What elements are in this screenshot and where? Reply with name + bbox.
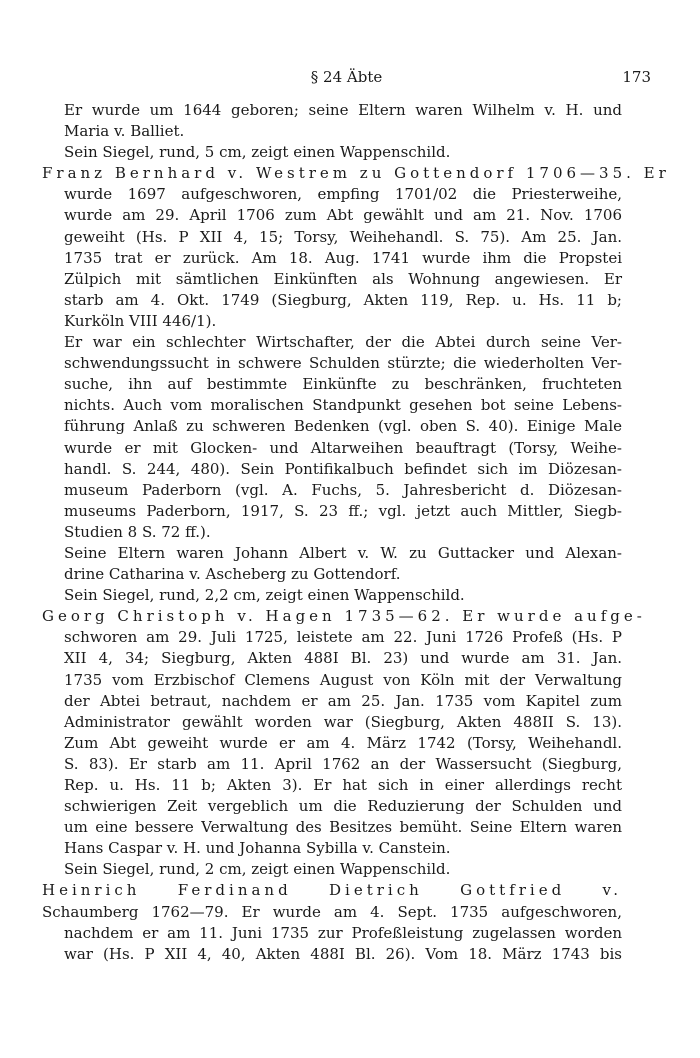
text-line: Er wurde um 1644 geboren; seine Eltern waren Wilhelm v. H. und <box>64 101 622 119</box>
text-line: Rep. u. Hs. 11 b; Akten 3). Er hat sich in einer allerdings recht <box>64 776 622 794</box>
text-line: suche, ihn auf bestimmte Einkünfte zu beschränken, fruchteten <box>64 375 622 394</box>
text-line: drine Catharina v. Ascheberg zu Gottendorf. <box>64 565 401 584</box>
text-line: führung Anlaß zu schweren Bedenken (vgl. oben S. 40). Einige Male <box>64 417 622 436</box>
text-line: Er war ein schlechter Wirtschafter, der die Abtei durch seine Ver- <box>64 333 622 352</box>
text-line: XII 4, 34; Siegburg, Akten 488I Bl. 23) und wurde am 31. Jan. <box>64 649 622 668</box>
text-line: Sein Siegel, rund, 2 cm, zeigt einen Wappenschild. <box>64 860 451 879</box>
text-line: S. 83). Er starb am 11. April 1762 an der Wassersucht (Siegburg, <box>64 754 622 773</box>
text-line: schwierigen Zeit vergeblich um die Reduzierung der Schulden und <box>64 797 622 816</box>
text-line: Hans Caspar v. H. und Johanna Sybilla v. Canstein. <box>64 839 451 858</box>
text-line: geweiht (Hs. P XII 4, 15; Torsy, Weihehandl. S. 75). Am 25. Jan. <box>64 227 622 246</box>
text-line: schwendungssucht in schwere Schulden stürzte; die wiederholten Ver- <box>64 354 622 373</box>
text-line: wurde 1697 aufgeschworen, empfing 1701/02 die Priesterweihe, <box>64 185 622 204</box>
text-line: wurde am 29. April 1706 zum Abt gewählt und am 21. Nov. 1706 <box>64 206 622 225</box>
abbot-heading-line: Schaumberg 1762—79. Er wurde am 4. Sept. 1735 aufgeschworen, <box>42 902 622 921</box>
text-line: Zum Abt geweiht wurde er am 4. März 1742 (Torsy, Weihehandl. <box>64 733 622 752</box>
section-title: § 24 Äbte <box>310 68 383 86</box>
text-line: nachdem er am 11. Juni 1735 zur Profeßleistung zugelassen worden <box>64 923 622 942</box>
body-text <box>42 100 670 965</box>
text-line: Seine Eltern waren Johann Albert v. W. zu Guttacker und Alexan- <box>64 543 622 562</box>
text-line: Sein Siegel, rund, 5 cm, zeigt einen Wappenschild. <box>64 143 451 162</box>
page-number: 173 <box>622 68 651 86</box>
text-line: war (Hs. P XII 4, 40, Akten 488I Bl. 26). Vom 18. März 1743 bis <box>64 944 622 963</box>
abbot-heading-line: Georg Christoph v. Hagen 1735—62. Er wurde aufge- <box>42 607 646 626</box>
text-line: museums Paderborn, 1917, S. 23 ff.; vgl. jetzt auch Mittler, Siegb- <box>64 501 622 520</box>
abbot-heading-line: Heinrich Ferdinand Dietrich Gottfried v. <box>42 881 622 900</box>
text-line: 1735 trat er zurück. Am 18. Aug. 1741 wurde ihm die Propstei <box>64 248 622 267</box>
text-line: Maria v. Balliet. <box>64 122 185 141</box>
abbot-heading-line: Franz Bernhard v. Westrem zu Gottendorf 1706—35. Er <box>42 164 670 183</box>
text-line: Studien 8 S. 72 ff.). <box>64 522 211 541</box>
text-line: starb am 4. Okt. 1749 (Siegburg, Akten 119, Rep. u. Hs. 11 b; <box>64 290 622 309</box>
text-line: handl. S. 244, 480). Sein Pontifikalbuch befindet sich im Diözesan- <box>64 459 622 478</box>
text-line: wurde er mit Glocken- und Altarweihen beauftragt (Torsy, Weihe- <box>64 438 622 457</box>
text-line: Sein Siegel, rund, 2,2 cm, zeigt einen Wappenschild. <box>64 586 465 605</box>
text-line: Kurköln VIII 446/1). <box>64 311 217 330</box>
text-line: schworen am 29. Juli 1725, leistete am 22. Juni 1726 Profeß (Hs. P <box>64 628 622 647</box>
text-line: Administrator gewählt worden war (Siegburg, Akten 488II S. 13). <box>64 712 622 731</box>
text-line: nichts. Auch vom moralischen Standpunkt gesehen bot seine Lebens- <box>64 396 622 415</box>
text-line: um eine bessere Verwaltung des Besitzes bemüht. Seine Eltern waren <box>64 818 622 837</box>
text-line: 1735 vom Erzbischof Clemens August von Köln mit der Verwaltung <box>64 670 622 689</box>
text-line: museum Paderborn (vgl. A. Fuchs, 5. Jahresbericht d. Diözesan- <box>64 480 622 499</box>
text-line: der Abtei betraut, nachdem er am 25. Jan. 1735 vom Kapitel zum <box>64 691 622 710</box>
text-line: Zülpich mit sämtlichen Einkünften als Wohnung angewiesen. Er <box>64 269 622 288</box>
running-header <box>42 66 651 88</box>
